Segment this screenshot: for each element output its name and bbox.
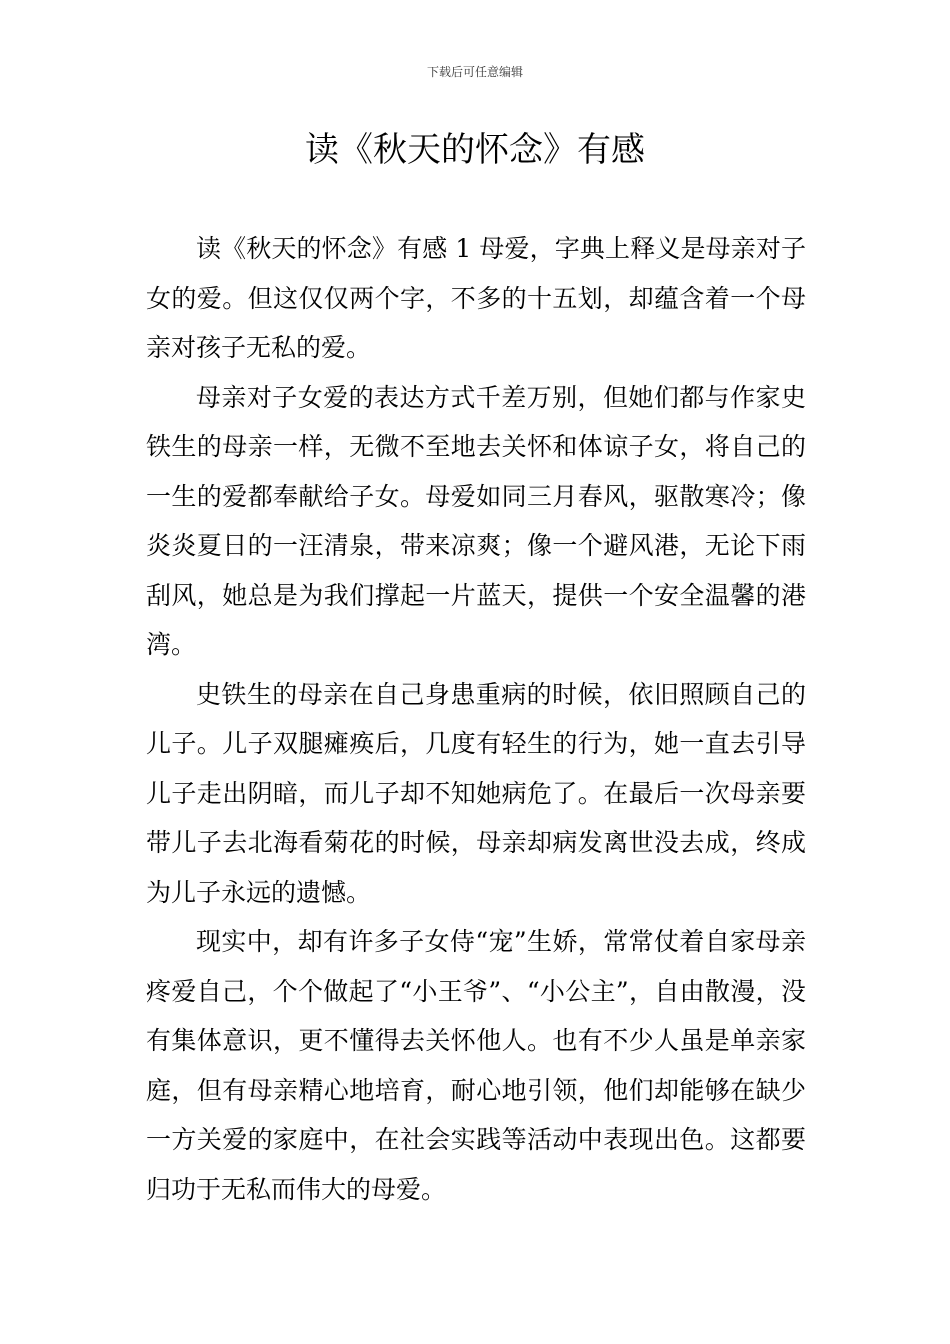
paragraph-2: 母亲对子女爱的表达方式千差万别，但她们都与作家史铁生的母亲一样，无微不至地去关怀和体谅子女，将自己的一生的爱都奉献给子女。母爱如同三月春风，驱散寒冷；像炎炎夏日的一汪清泉，带来凉爽；像一个避风港，无论下雨刮风，她总是为我们撑起一片蓝天，提供一个安全温馨的港湾。 [146,382,806,659]
paragraph-4: 现实中，却有许多子女侍“宠”生娇，常常仗着自家母亲疼爱自己，个个做起了“小王爷”、“小公主”，自由散漫，没有集体意识，更不懂得去关怀他人。也有不少人虽是单亲家庭，但有母亲精心地培育，耐心地引领，他们却能够在缺少一方关爱的家庭中，在社会实践等活动中表现出色。这都要归功于无私而伟大的母爱。 [146,927,806,1204]
document-title: 读《秋天的怀念》有感 [305,130,645,170]
paragraph-3: 史铁生的母亲在自己身患重病的时候，依旧照顾自己的儿子。儿子双腿瘫痪后，几度有轻生的行为，她一直去引导儿子走出阴暗，而儿子却不知她病危了。在最后一次母亲要带儿子去北海看菊花的时候，母亲却病发离世没去成，终成为儿子永远的遗憾。 [146,679,806,907]
header-note: 下载后可任意编辑 [426,65,523,79]
paragraph-1: 读《秋天的怀念》有感 1 母爱，字典上释义是母亲对子女的爱。但这仅仅两个字，不多的十五划，却蕴含着一个母亲对孩子无私的爱。 [146,234,806,362]
document-body [146,224,806,1214]
